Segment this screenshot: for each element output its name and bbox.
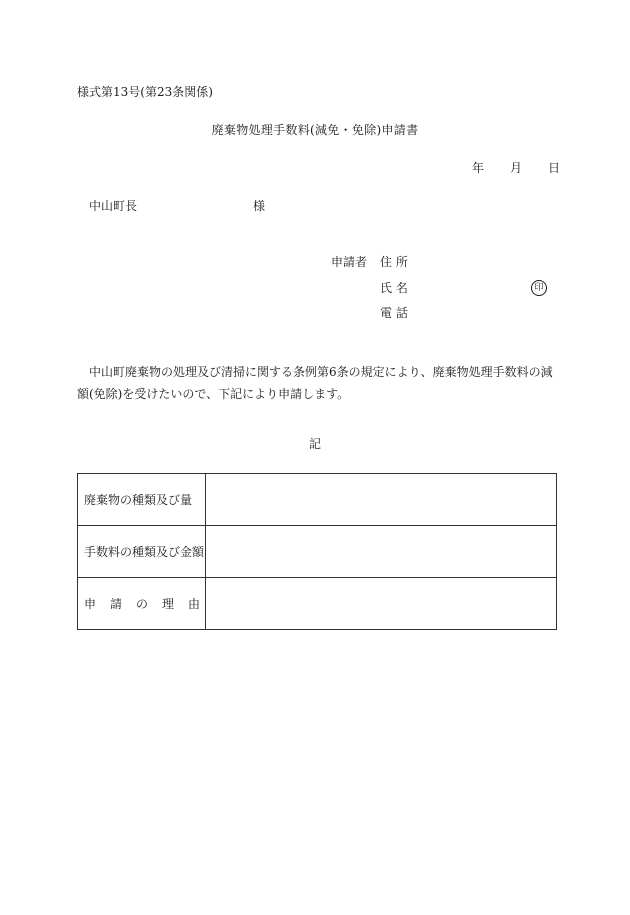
row-label-reason: 申請の理由 xyxy=(78,578,206,630)
date-day: 日 xyxy=(548,161,561,175)
form-number: 様式第13号(第23条関係) xyxy=(77,85,213,99)
addressee-suffix: 様 xyxy=(253,199,266,213)
row-value-fee-type[interactable] xyxy=(206,526,557,578)
row-value-reason[interactable] xyxy=(206,578,557,630)
row-label-fee-type: 手数料の種類及び金額 xyxy=(78,526,206,578)
applicant-label: 申請者 xyxy=(331,255,368,269)
name-label: 氏 名 xyxy=(380,281,408,295)
table-row xyxy=(78,474,557,526)
phone-label: 電 話 xyxy=(380,306,408,320)
body-paragraph: 中山町廃棄物の処理及び清掃に関する条例第6条の規定により、廃棄物処理手数料の減額(免除)を受けたいので、下記により申請します。 xyxy=(77,365,553,401)
table-row xyxy=(78,578,557,630)
date-year: 年 xyxy=(472,161,485,175)
date-month: 月 xyxy=(510,161,523,175)
row-value-waste-type[interactable] xyxy=(206,474,557,526)
document-title: 廃棄物処理手数料(減免・免除)申請書 xyxy=(211,123,419,137)
seal-mark-icon: 印 xyxy=(531,280,547,296)
addressee-name: 中山町長 xyxy=(89,199,138,213)
detail-table xyxy=(77,473,557,630)
ki-heading: 記 xyxy=(308,437,321,451)
row-label-waste-type: 廃棄物の種類及び量 xyxy=(78,474,206,526)
address-label: 住 所 xyxy=(380,255,408,269)
table-row xyxy=(78,526,557,578)
date-line xyxy=(446,162,560,174)
